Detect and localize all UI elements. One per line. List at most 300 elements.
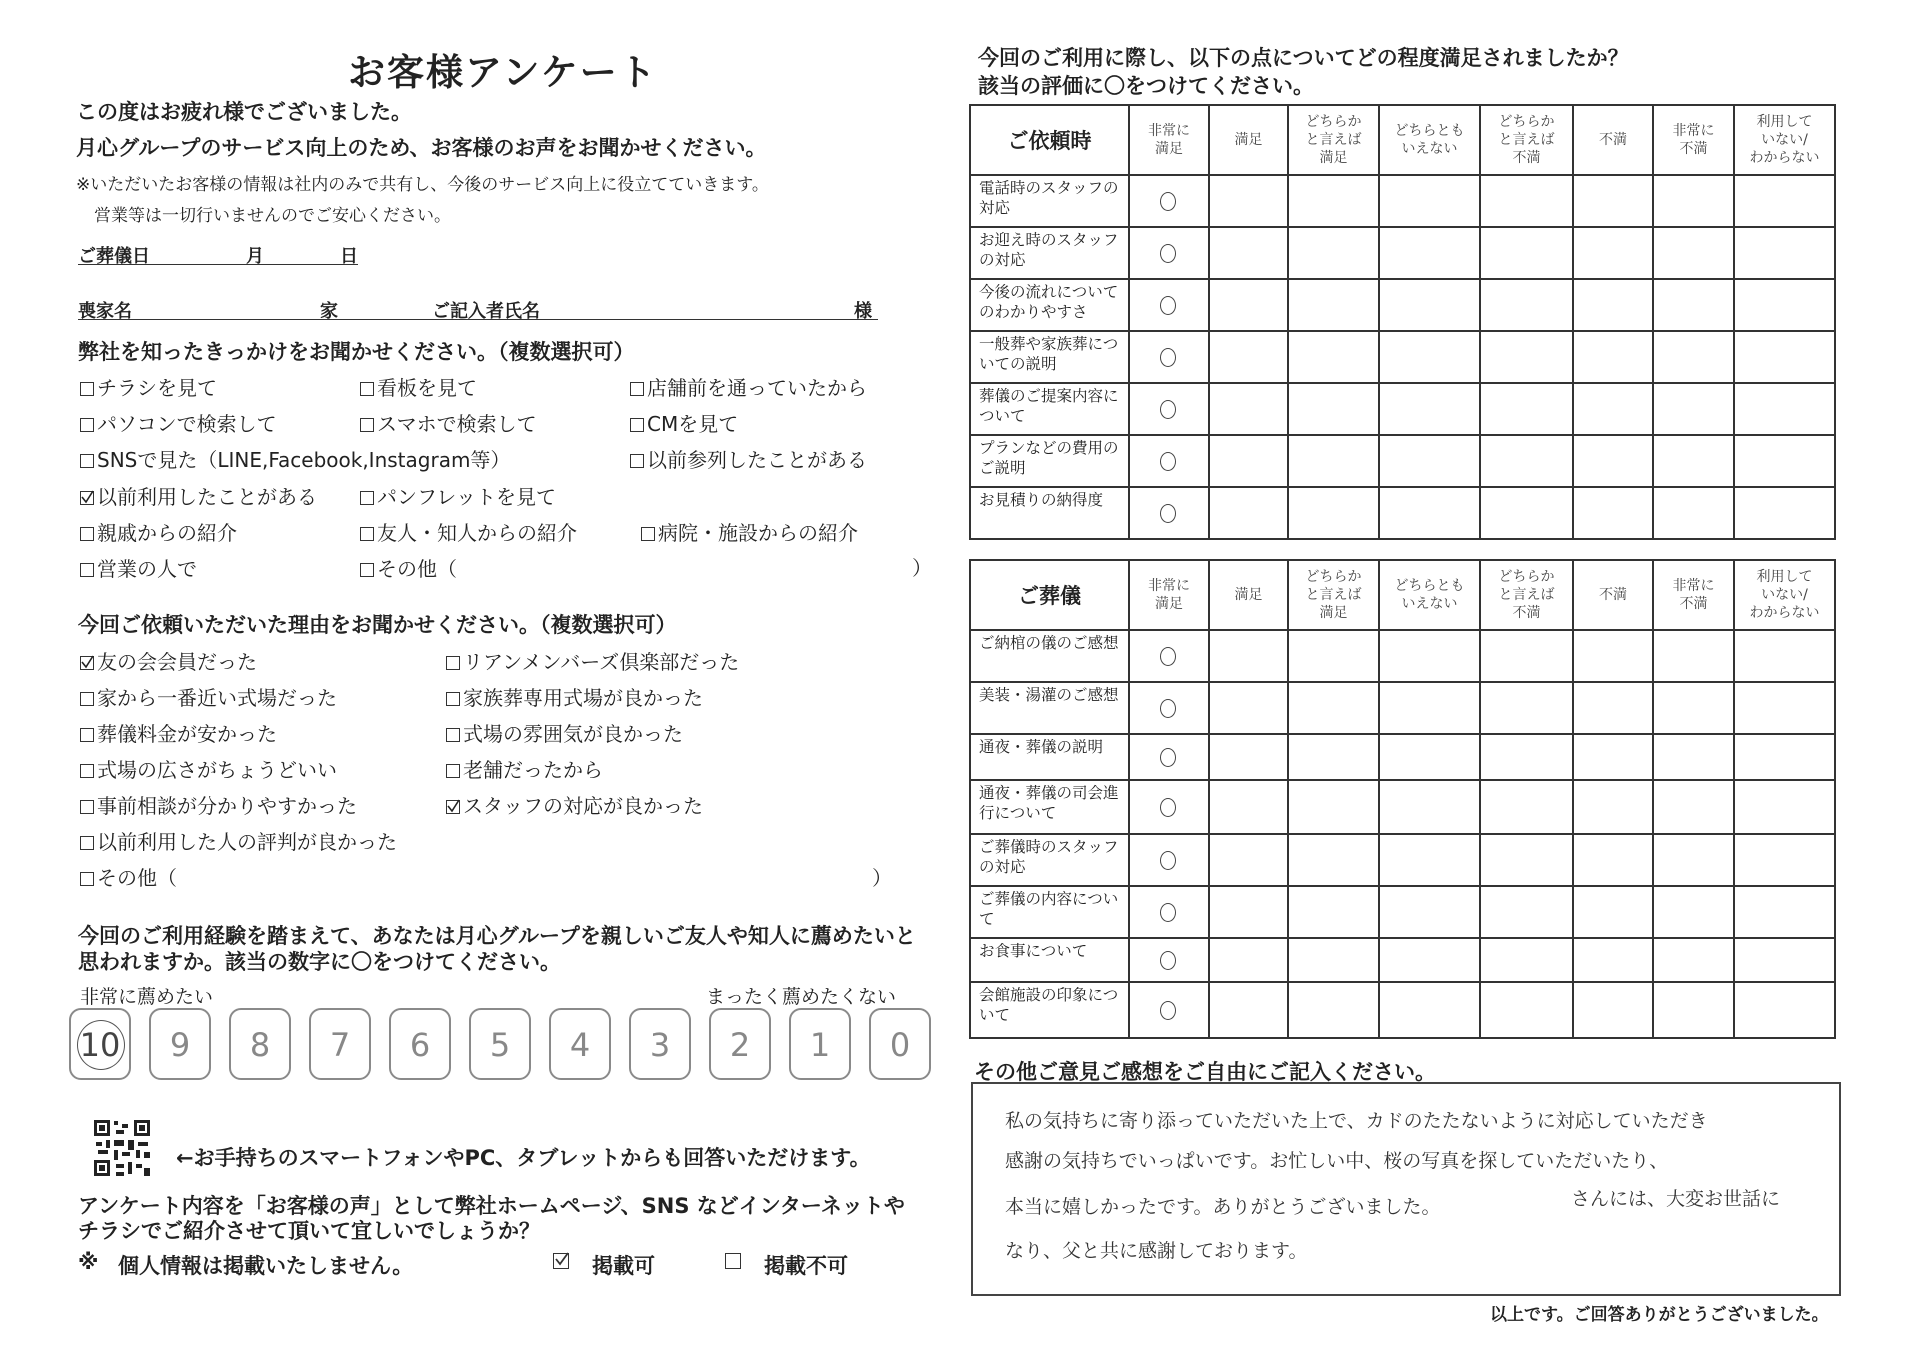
column-header-line: わからない [1749, 605, 1820, 621]
rating-cell[interactable] [1480, 938, 1573, 982]
rating-cell[interactable] [1129, 279, 1209, 331]
rating-cell[interactable] [1653, 175, 1734, 227]
rating-cell[interactable] [1379, 383, 1480, 435]
row-label: 美装・湯灌のご感想 [970, 682, 1129, 734]
column-header-line: どちらとも [1394, 578, 1465, 594]
rating-cell[interactable] [1379, 682, 1480, 734]
rating-table [969, 104, 1836, 540]
rating-cell[interactable] [1653, 982, 1734, 1038]
q1-option[interactable] [630, 372, 867, 401]
column-header-line: 不満 [1679, 596, 1708, 612]
column-header-line: どちらか [1305, 114, 1362, 130]
rating-cell[interactable] [1288, 175, 1379, 227]
rating-cell[interactable] [1480, 982, 1573, 1038]
rating-cell[interactable] [1288, 938, 1379, 982]
row-label: ご納棺の儀のご感想 [970, 630, 1129, 682]
checkbox[interactable] [80, 836, 94, 850]
option-label: 老舗だったから [463, 758, 603, 782]
funeral-date-underline[interactable] [78, 264, 358, 265]
q1-option[interactable] [360, 372, 477, 401]
rating-circle-mark [1160, 851, 1176, 870]
comment-line-4: さんには、大変お世話に [1571, 1188, 1781, 1210]
rating-cell[interactable] [1288, 331, 1379, 383]
table-row [970, 279, 1835, 331]
rating-cell[interactable] [1209, 938, 1288, 982]
q1-option[interactable] [80, 444, 510, 473]
rating-cell[interactable] [1480, 734, 1573, 780]
rating-cell[interactable] [1379, 331, 1480, 383]
rating-cell[interactable] [1379, 886, 1480, 938]
rating-cell[interactable] [1480, 435, 1573, 487]
rating-cell[interactable] [1209, 279, 1288, 331]
column-header-line: 満足 [1319, 150, 1348, 166]
row-label: お見積りの納得度 [970, 487, 1129, 539]
rating-cell[interactable] [1209, 435, 1288, 487]
rating-cell[interactable] [1734, 435, 1835, 487]
rating-cell[interactable] [1573, 383, 1653, 435]
rating-cell[interactable] [1379, 279, 1480, 331]
checkbox[interactable] [80, 527, 94, 541]
rating-cell[interactable] [1288, 487, 1379, 539]
rating-cell[interactable] [1129, 938, 1209, 982]
option-label: 友人・知人からの紹介 [377, 521, 577, 545]
rating-cell[interactable] [1653, 487, 1734, 539]
column-header [1653, 560, 1734, 630]
rating-cell[interactable] [1288, 227, 1379, 279]
q1-option[interactable] [630, 444, 867, 473]
checkbox[interactable] [80, 800, 94, 814]
q2-option[interactable] [80, 826, 397, 855]
rating-circle-mark [1160, 903, 1176, 922]
rating-cell[interactable] [1734, 227, 1835, 279]
rating-cell[interactable] [1734, 834, 1835, 886]
qr-code[interactable] [92, 1118, 152, 1178]
checkbox[interactable] [80, 382, 94, 396]
rating-cell[interactable] [1573, 279, 1653, 331]
option-label: 病院・施設からの紹介 [658, 521, 858, 545]
column-header-line: いえない [1401, 141, 1458, 157]
rating-cell[interactable] [1653, 331, 1734, 383]
column-header-line: いえない [1401, 596, 1458, 612]
checkbox[interactable] [80, 656, 94, 670]
satisfaction-heading-1: 今回のご利用に際し、以下の点についてどの程度満足されましたか？ [978, 46, 1629, 70]
privacy-note: ※いただいたお客様の情報は社内のみで共有し、今後のサービス向上に役立てていきます。 [76, 175, 769, 195]
column-header-line: 非常に [1148, 123, 1190, 139]
row-label: お食事について [970, 938, 1129, 982]
column-header-line: 満足 [1319, 605, 1348, 621]
column-header [1573, 560, 1653, 630]
rating-cell[interactable] [1379, 487, 1480, 539]
funeral-date-day: 日 [340, 246, 358, 267]
checkbox[interactable] [641, 527, 655, 541]
comments-box[interactable] [971, 1082, 1841, 1296]
column-header [1480, 105, 1573, 175]
rating-cell[interactable] [1379, 227, 1480, 279]
rating-cell[interactable] [1480, 279, 1573, 331]
rating-cell[interactable] [1209, 227, 1288, 279]
rating-cell[interactable] [1573, 682, 1653, 734]
rating-cell[interactable] [1734, 383, 1835, 435]
checkbox[interactable] [80, 418, 94, 432]
rating-cell[interactable] [1480, 886, 1573, 938]
rating-cell[interactable] [1209, 734, 1288, 780]
rating-cell[interactable] [1734, 780, 1835, 834]
intro-greeting: この度はお疲れ様でございました。 [76, 100, 412, 124]
rating-cell[interactable] [1209, 780, 1288, 834]
option-label: 葬儀料金が安かった [97, 722, 277, 746]
q2-option[interactable] [80, 718, 277, 747]
row-label: ご葬儀時のスタッフの対応 [970, 834, 1129, 886]
rating-cell[interactable] [1653, 938, 1734, 982]
rating-cell[interactable] [1653, 227, 1734, 279]
checkbox[interactable] [80, 728, 94, 742]
rating-cell[interactable] [1573, 886, 1653, 938]
column-header-line: 非常に [1672, 123, 1715, 139]
qr-code-icon [92, 1118, 152, 1178]
table-row [970, 834, 1835, 886]
rating-cell[interactable] [1734, 734, 1835, 780]
rating-cell[interactable] [1653, 279, 1734, 331]
rating-cell[interactable] [1209, 982, 1288, 1038]
score-box[interactable]: 8 [229, 1008, 291, 1080]
score-box[interactable]: 10 [69, 1008, 131, 1080]
q1-option[interactable] [360, 553, 457, 582]
family-name-suffix: 家 [320, 301, 338, 322]
column-header [1653, 105, 1734, 175]
table-row [970, 487, 1835, 539]
rating-cell[interactable] [1129, 982, 1209, 1038]
rating-circle-mark [1160, 699, 1176, 718]
row-label: 通夜・葬儀の司会進行について [970, 780, 1129, 834]
option-label: 家から一番近い式場だった [97, 686, 337, 710]
rating-cell[interactable] [1480, 383, 1573, 435]
q2-option[interactable] [80, 754, 337, 783]
table-caption: ご依頼時 [970, 105, 1129, 175]
rating-cell[interactable] [1129, 435, 1209, 487]
satisfaction-heading-2: 該当の評価に〇をつけてください。 [978, 74, 1314, 98]
q1-option[interactable] [80, 481, 317, 510]
rating-circle-mark [1160, 504, 1176, 523]
score-box[interactable]: 2 [709, 1008, 771, 1080]
column-header-line: いない/ [1761, 587, 1808, 603]
funeral-date-label: ご葬儀日 [78, 246, 150, 267]
option-label: 店舗前を通っていたから [647, 376, 867, 400]
score-box[interactable]: 9 [149, 1008, 211, 1080]
rating-cell[interactable] [1573, 487, 1653, 539]
option-label: スマホで検索して [377, 412, 537, 436]
family-name-label: 喪家名 [78, 301, 132, 322]
rating-cell[interactable] [1288, 780, 1379, 834]
option-label: その他（ [377, 557, 457, 581]
option-label: スタッフの対応が良かった [463, 794, 703, 818]
rating-cell[interactable] [1734, 331, 1835, 383]
q2-option[interactable] [446, 754, 603, 783]
option-label: 以前利用したことがある [97, 485, 317, 509]
rating-cell[interactable] [1734, 982, 1835, 1038]
table-row [970, 682, 1835, 734]
rating-cell[interactable] [1379, 982, 1480, 1038]
option-label: 営業の人で [97, 557, 197, 581]
rating-table [969, 559, 1836, 1039]
checkbox[interactable] [446, 764, 460, 778]
column-header-line: いない/ [1761, 132, 1808, 148]
rating-cell[interactable] [1480, 780, 1573, 834]
option-label: 看板を見て [377, 376, 477, 400]
rating-circle-mark [1160, 748, 1176, 767]
rating-cell[interactable] [1209, 682, 1288, 734]
q1-option[interactable] [641, 517, 858, 546]
publish-question-2: チラシでご紹介させて頂いて宜しいでしょうか？ [78, 1219, 540, 1243]
rating-cell[interactable] [1129, 886, 1209, 938]
rating-cell[interactable] [1209, 383, 1288, 435]
rating-cell[interactable] [1379, 780, 1480, 834]
publish-ok-checkbox[interactable] [553, 1253, 569, 1269]
checkbox[interactable] [446, 656, 460, 670]
q1-option[interactable] [360, 408, 537, 437]
rating-cell[interactable] [1573, 435, 1653, 487]
score-box[interactable]: 5 [469, 1008, 531, 1080]
rating-cell[interactable] [1573, 227, 1653, 279]
column-header [1288, 105, 1379, 175]
qr-instructions: ←お手持ちのスマートフォンやPC、タブレットからも回答いただけます。 [176, 1146, 871, 1170]
rating-cell[interactable] [1209, 487, 1288, 539]
rating-cell[interactable] [1480, 175, 1573, 227]
column-header-line: 不満 [1599, 587, 1627, 603]
q1-option[interactable] [80, 553, 197, 582]
table-row [970, 886, 1835, 938]
column-header [1129, 560, 1209, 630]
rating-cell[interactable] [1288, 734, 1379, 780]
rating-cell[interactable] [1480, 682, 1573, 734]
rating-cell[interactable] [1288, 383, 1379, 435]
checkbox[interactable] [360, 527, 374, 541]
rating-cell[interactable] [1573, 982, 1653, 1038]
rating-cell[interactable] [1734, 630, 1835, 682]
rating-cell[interactable] [1379, 435, 1480, 487]
rating-cell[interactable] [1209, 834, 1288, 886]
column-header-line: 利用して [1756, 114, 1813, 130]
rating-cell[interactable] [1129, 227, 1209, 279]
checkbox[interactable] [80, 491, 94, 505]
rating-cell[interactable] [1288, 982, 1379, 1038]
publish-note-mark: ※ [78, 1250, 99, 1274]
rating-cell[interactable] [1573, 331, 1653, 383]
rating-cell[interactable] [1653, 886, 1734, 938]
rating-cell[interactable] [1129, 175, 1209, 227]
rating-cell[interactable] [1480, 834, 1573, 886]
rating-circle-mark [1160, 452, 1176, 471]
comment-line-3: 本当に嬉しかったです。ありがとうございました。 [1005, 1196, 1441, 1218]
rating-cell[interactable] [1573, 780, 1653, 834]
score-box[interactable]: 7 [309, 1008, 371, 1080]
rating-circle-mark [1160, 400, 1176, 419]
q2-option[interactable] [446, 646, 739, 675]
rating-cell[interactable] [1288, 279, 1379, 331]
rating-cell[interactable] [1734, 279, 1835, 331]
q2-option[interactable] [446, 682, 703, 711]
rating-cell[interactable] [1734, 886, 1835, 938]
table-row [970, 175, 1835, 227]
rating-cell[interactable] [1129, 780, 1209, 834]
q1-option[interactable] [630, 408, 738, 437]
name-underline[interactable] [78, 319, 878, 320]
option-label: 式場の雰囲気が良かった [463, 722, 683, 746]
option-label: 以前利用した人の評判が良かった [97, 830, 397, 854]
q1-heading: 弊社を知ったきっかけをお聞かせください。（複数選択可） [78, 340, 635, 364]
rating-cell[interactable] [1480, 331, 1573, 383]
rating-cell[interactable] [1209, 886, 1288, 938]
row-label: 今後の流れについてのわかりやすさ [970, 279, 1129, 331]
option-label: その他（ [97, 866, 177, 890]
row-label: プランなどの費用のご説明 [970, 435, 1129, 487]
checkbox[interactable] [80, 764, 94, 778]
column-header-line: と言えば [1305, 132, 1362, 148]
rating-cell[interactable] [1653, 682, 1734, 734]
table-row [970, 435, 1835, 487]
checkbox[interactable] [630, 454, 644, 468]
rating-cell[interactable] [1129, 487, 1209, 539]
rating-cell[interactable] [1288, 682, 1379, 734]
rating-cell[interactable] [1653, 834, 1734, 886]
rating-cell[interactable] [1480, 227, 1573, 279]
rating-cell[interactable] [1129, 383, 1209, 435]
column-header-line: どちらか [1305, 569, 1362, 585]
writer-honorific: 様 [854, 301, 872, 322]
publish-ok-label: 掲載可 [592, 1254, 655, 1278]
column-header-line: 非常に [1672, 578, 1715, 594]
checkbox[interactable] [630, 418, 644, 432]
rating-cell[interactable] [1573, 630, 1653, 682]
checkbox[interactable] [360, 563, 374, 577]
rating-cell[interactable] [1288, 630, 1379, 682]
rating-cell[interactable] [1379, 734, 1480, 780]
score-box[interactable]: 4 [549, 1008, 611, 1080]
rating-cell[interactable] [1209, 175, 1288, 227]
q1-option[interactable] [80, 408, 277, 437]
column-header [1734, 105, 1835, 175]
checkbox[interactable] [446, 800, 460, 814]
rating-cell[interactable] [1573, 734, 1653, 780]
check-mark-icon [553, 1251, 569, 1267]
table-row [970, 227, 1835, 279]
rating-cell[interactable] [1734, 682, 1835, 734]
column-header-line: 不満 [1512, 605, 1541, 621]
rating-cell[interactable] [1734, 487, 1835, 539]
rating-cell[interactable] [1288, 435, 1379, 487]
row-label: 会館施設の印象について [970, 982, 1129, 1038]
rating-cell[interactable] [1573, 938, 1653, 982]
check-mark-icon [446, 799, 460, 813]
column-header-line: どちらとも [1394, 123, 1465, 139]
rating-cell[interactable] [1209, 331, 1288, 383]
rating-cell[interactable] [1288, 886, 1379, 938]
rating-cell[interactable] [1653, 630, 1734, 682]
q2-option[interactable] [446, 790, 703, 819]
score-box[interactable]: 6 [389, 1008, 451, 1080]
rating-circle-mark [1160, 1001, 1176, 1020]
rating-cell[interactable] [1129, 834, 1209, 886]
rating-cell[interactable] [1653, 435, 1734, 487]
rating-cell[interactable] [1653, 383, 1734, 435]
rating-circle-mark [1160, 798, 1176, 817]
checkbox[interactable] [446, 692, 460, 706]
rating-cell[interactable] [1379, 938, 1480, 982]
score-box[interactable]: 3 [629, 1008, 691, 1080]
rating-circle-mark [1160, 244, 1176, 263]
option-label: 事前相談が分かりやすかった [97, 794, 357, 818]
checkbox[interactable] [446, 728, 460, 742]
table-row [970, 630, 1835, 682]
rating-cell[interactable] [1573, 834, 1653, 886]
q1-option[interactable] [80, 517, 237, 546]
rating-cell[interactable] [1734, 938, 1835, 982]
rating-cell[interactable] [1209, 630, 1288, 682]
checkbox[interactable] [80, 692, 94, 706]
score-box[interactable]: 1 [789, 1008, 851, 1080]
q2-option[interactable] [80, 790, 357, 819]
rating-cell[interactable] [1129, 630, 1209, 682]
row-label: 一般葬や家族葬についての説明 [970, 331, 1129, 383]
q1-other-close-paren: ） [912, 556, 932, 580]
column-header-line: と言えば [1498, 132, 1555, 148]
rating-cell[interactable] [1734, 175, 1835, 227]
rating-cell[interactable] [1653, 780, 1734, 834]
q1-option[interactable] [360, 517, 577, 546]
column-header-line: 不満 [1512, 150, 1541, 166]
rating-cell[interactable] [1288, 834, 1379, 886]
column-header-line: わからない [1749, 150, 1820, 166]
checkbox[interactable] [360, 382, 374, 396]
rating-cell[interactable] [1653, 734, 1734, 780]
row-label: 葬儀のご提案内容について [970, 383, 1129, 435]
rating-cell[interactable] [1129, 734, 1209, 780]
column-header-line: 不満 [1679, 141, 1708, 157]
rating-cell[interactable] [1379, 630, 1480, 682]
table-row [970, 383, 1835, 435]
rating-cell[interactable] [1379, 834, 1480, 886]
comment-line-2: 感謝の気持ちでいっぱいです。お忙しい中、桜の写真を探していただいたり、 [1005, 1150, 1669, 1172]
option-label: パソコンで検索して [97, 412, 277, 436]
publish-ng-checkbox[interactable] [725, 1253, 741, 1269]
option-label: 友の会会員だった [97, 650, 257, 674]
checkbox[interactable] [80, 454, 94, 468]
rating-cell[interactable] [1129, 331, 1209, 383]
checkbox[interactable] [80, 872, 94, 886]
q2-option[interactable] [80, 682, 337, 711]
q2-option[interactable] [446, 718, 683, 747]
option-label: 家族葬専用式場が良かった [463, 686, 703, 710]
q2-option[interactable] [80, 646, 257, 675]
rating-cell[interactable] [1480, 487, 1573, 539]
q1-option[interactable] [80, 372, 217, 401]
score-left-label: 非常に薦めたい [80, 986, 214, 1008]
q1-option[interactable] [360, 481, 556, 510]
checkbox[interactable] [630, 382, 644, 396]
rating-cell[interactable] [1379, 175, 1480, 227]
option-label: パンフレットを見て [377, 485, 556, 509]
option-label: チラシを見て [97, 376, 217, 400]
checkbox[interactable] [360, 491, 374, 505]
checkbox[interactable] [80, 563, 94, 577]
score-box[interactable]: 0 [869, 1008, 931, 1080]
rating-cell[interactable] [1480, 630, 1573, 682]
option-label: SNSで見た（LINE,Facebook,Instagram等） [97, 448, 511, 472]
q2-option[interactable] [80, 862, 177, 891]
rating-cell[interactable] [1573, 175, 1653, 227]
checkbox[interactable] [360, 418, 374, 432]
publish-ng-label: 掲載不可 [764, 1254, 848, 1278]
rating-cell[interactable] [1129, 682, 1209, 734]
